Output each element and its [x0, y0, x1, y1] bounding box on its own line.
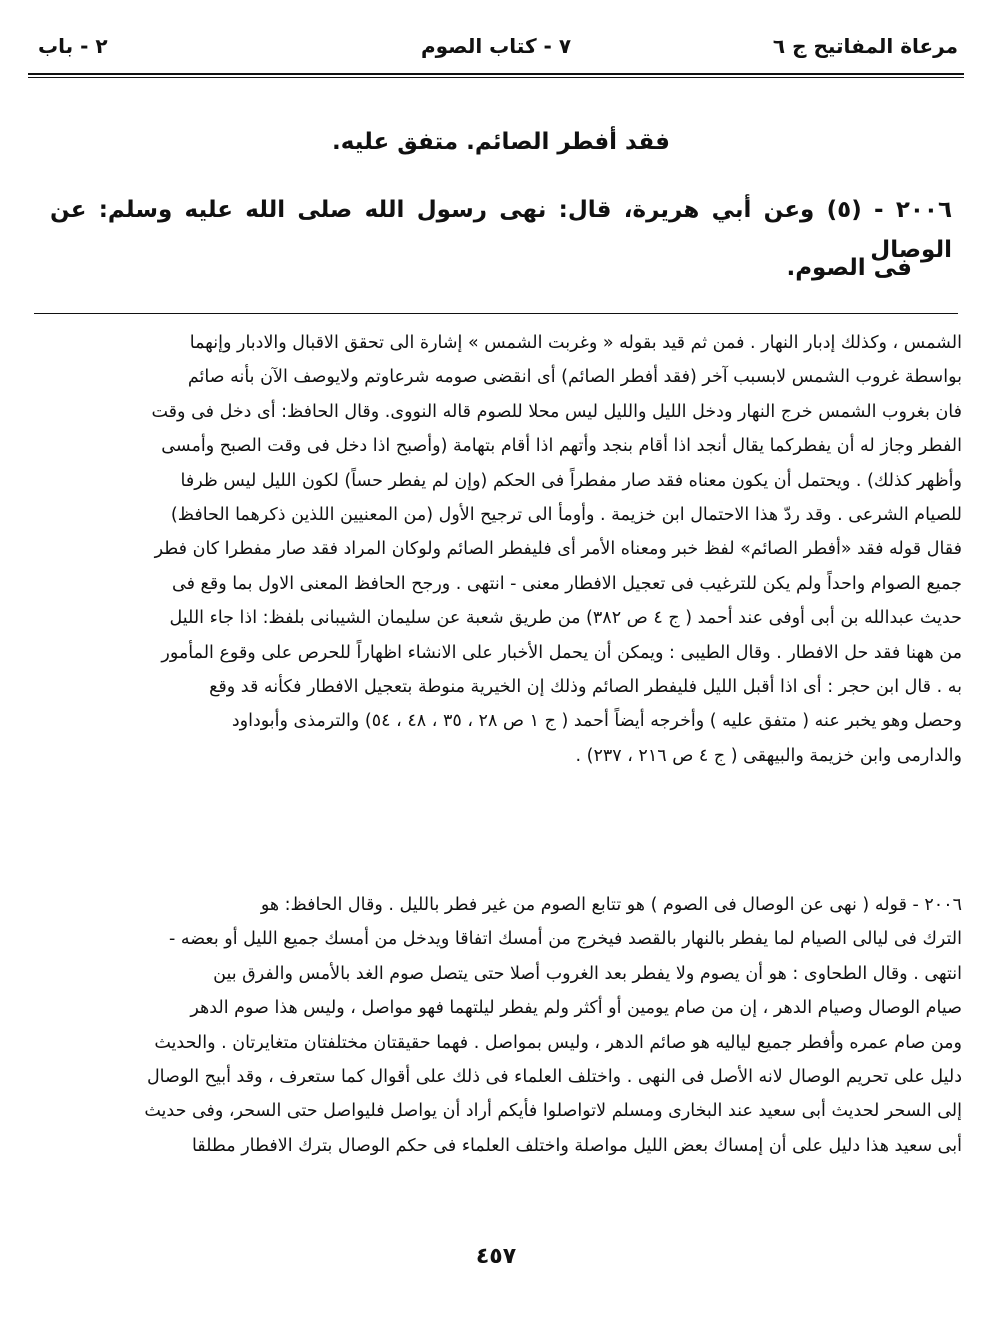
commentary-line: فان بغروب الشمس خرج النهار ودخل الليل والليل ليس محلا للصوم قاله النووى. وقال الحافظ: أى دخل فى وقت: [151, 401, 962, 422]
hadith-2006-line-1: ٢٠٠٦ - (٥) وعن أبي هريرة، قال: نهى رسول الله صلى الله عليه وسلم: عن الوصال: [50, 197, 952, 263]
commentary-line: جميع الصوام واحداً ولم يكن للترغيب فى تعجيل الافطار معنى - انتهى . ورجح الحافظ المعنى الاول بما وقع فى: [172, 573, 962, 594]
commentary-line: إلى السحر لحديث أبى سعيد عند البخارى ومسلم لاتواصلوا فأيكم أراد أن يواصل فليواصل حتى السحر، وفى حديث: [144, 1101, 962, 1122]
commentary-line: ومن صام عمره وأفطر جميع لياليه هو صائم الدهر ، وليس بمواصل . فهما حقيقتان مختلفتان متغايرتان . والحديث: [154, 1032, 962, 1053]
commentary-line: الفطر وجاز له أن يفطركما يقال أنجد اذا أقام بنجد وأتهم اذا أقام بتهامة (وأصبح اذا دخل فى وقت الصبح وأمسى: [161, 436, 962, 457]
commentary-line: به . قال ابن حجر : أى اذا أقبل الليل فليفطر الصائم وذلك إن الخيرية منوطة بتعجيل الافطار فكأنه قد وقع: [209, 677, 962, 698]
commentary-line: الشمس ، وكذلك إدبار النهار . فمن ثم قيد بقوله « وغربت الشمس » إشارة الى تحقق الاقبال والادبار وإنهما: [189, 333, 962, 353]
page-number: ٤٥٧: [475, 1244, 517, 1269]
commentary-line: فقال قوله فقد «أفطر الصائم» لفظ خبر ومعناه الأمر أى فليفطر الصائم ولوكان المراد فقد صار مفطرا كان فطر: [154, 539, 962, 560]
running-header: [28, 30, 964, 70]
commentary-separator: [34, 313, 958, 314]
header-rule: [28, 73, 964, 75]
commentary-line: للصيام الشرعى . وقد ردّ هذا الاحتمال ابن خزيمة . وأومأ الى ترجيح الأول (من المعنيين اللذين ذكرهما الحافظ): [170, 505, 962, 526]
header-rule-thin: [28, 77, 964, 78]
commentary-line: وحصل وهو يخبر عنه ( متفق عليه ) وأخرجه أيضاً أحمد ( ج ١ ص ٢٨ ، ٣٥ ، ٤٨ ، ٥٤) والترمذى وأبوداود: [231, 711, 962, 732]
header-section: ٢ - باب: [38, 34, 108, 58]
commentary-line: أبى سعيد هذا دليل على أن إمساك بعض الليل مواصلة واختلف العلماء فى حكم الوصال بترك الافطار مطلقا: [191, 1135, 962, 1156]
commentary-line: والدارمى وابن خزيمة والبيهقى ( ج ٤ ص ٢١٦ ، ٢٣٧) .: [575, 745, 962, 766]
commentary-line: الترك فى ليالى الصيام لما يفطر بالنهار بالقصد فيخرج من أمسك اتفاقا ويدخل من أمسك جميع الليل أو بعضه -: [168, 929, 962, 950]
commentary-line: من ههنا فقد حل الافطار . وقال الطيبى : ويمكن أن يحمل الأخبار على الانشاء اظهاراً للحرص على وقوع المأمور: [161, 642, 962, 663]
header-chapter: ٧ - كتاب الصوم: [420, 34, 572, 58]
hadith-2006-line-2: فى الصوم.: [786, 255, 912, 281]
commentary-block-2: [30, 888, 962, 1243]
commentary-line: حديث عبدالله بن أبى أوفى عند أحمد ( ج ٤ ص ٣٨٢) من طريق شعبة عن سليمان الشيبانى بلفظ: اذا جاء الليل: [169, 608, 962, 629]
commentary-line: وأظهر كذلك) . ويحتمل أن يكون معناه فقد صار مفطراً فى الحكم (وإن لم يفطر حساً) لكون الليل ليس ظرفا: [180, 470, 962, 491]
commentary-line: دليل على تحريم الوصال لانه الأصل فى النهى . واختلف العلماء فى ذلك على أقوال كما ستعرف ، وقد أبيح الوصال: [146, 1067, 962, 1088]
commentary-line: ٢٠٠٦ - قوله ( نهى عن الوصال فى الصوم ) هو تتابع الصوم من غير فطر بالليل . وقال الحافظ: هو: [260, 895, 962, 915]
commentary-line: انتهى . وقال الطحاوى : هو أن يصوم ولا يفطر بعد الغروب أصلا حتى يتصل صوم الغد بالأمس والفرق بين: [213, 963, 962, 984]
header-book-volume: مرعاة المفاتيح ج ٦: [772, 34, 958, 58]
commentary-line: بواسطة غروب الشمس لابسبب آخر (فقد أفطر الصائم) أى انقضى صومه شرعاوتم ولايوصف الآن بأنه صائم: [187, 367, 962, 388]
commentary-block-1: [30, 326, 962, 876]
hadith-ending-line: فقد أفطر الصائم. متفق عليه.: [332, 129, 670, 155]
commentary-line: صيام الوصال وصيام الدهر ، إن من صام يومين أو أكثر ولم يفطر ليلتهما فهو مواصل ، وليس هذا صوم الدهر: [190, 998, 962, 1019]
